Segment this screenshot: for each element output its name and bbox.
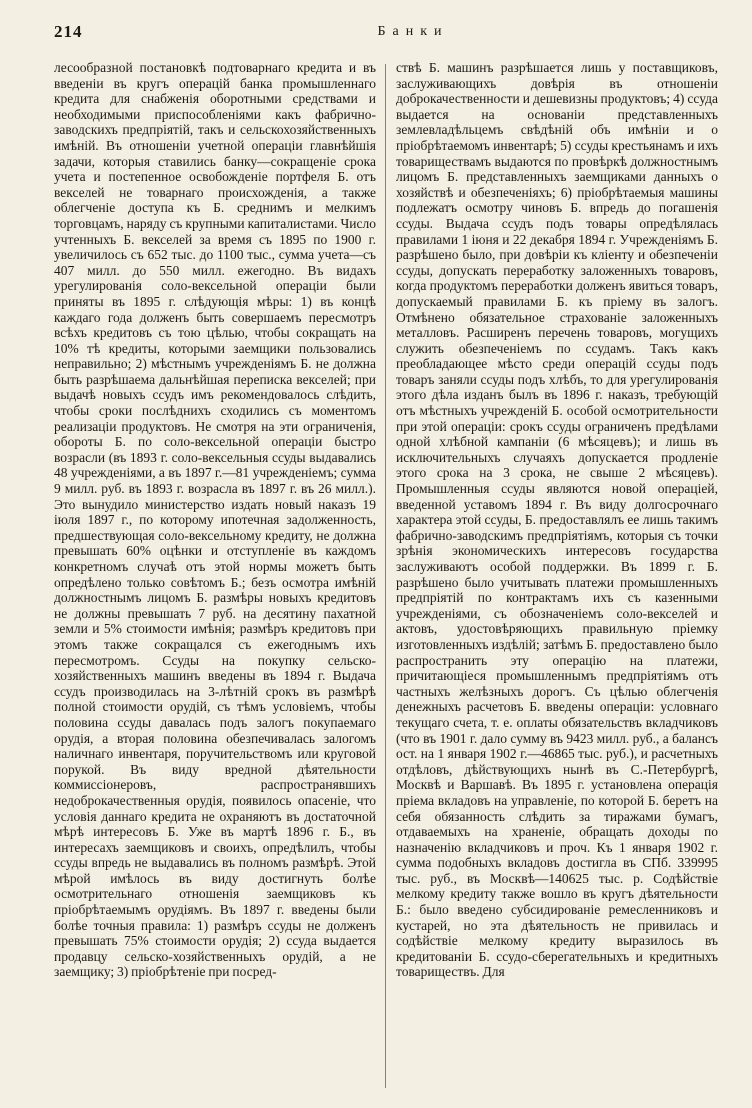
text-columns: [54, 60, 718, 1096]
running-title: Банки: [377, 24, 449, 39]
page-number: 214: [54, 22, 83, 41]
left-column-text: лесообразной постановкѣ подтоварнаго кредита и въ введеніи въ кругъ операцій банка промышленнаго кредита для снабженія оборотными средствами и необходимыми приспособленіями какъ фабрично-заводскихъ предпріятій, такъ и сельскохозяйственныхъ имѣній. Въ отношеніи учетной операціи главнѣйшія задачи, которыя ставились банку—сокращеніе срока учета и постепенное освобожденіе портфеля Б. отъ векселей не товарнаго происхожденія, а также облегченіе доступа къ Б. среднимъ и мелкимъ торговцамъ, наряду съ крупными капиталистами. Число учтенныхъ Б. векселей за время съ 1895 по 1900 г. увеличилось съ 652 тыс. до 1100 тыс., сумма учета—съ 407 милл. до 550 милл. ежегодно. Въ видахъ урегулированія соло-вексельной операціи были приняты въ 1895 г. слѣдующія мѣры: 1) въ концѣ каждаго года долженъ быть совершаемъ пересмотръ всѣхъ кредитовъ съ тою цѣлью, чтобы сокращать на 10% тѣ кредиты, которыми заемщики пользовались неправильно; 2) мѣстнымъ учрежденіямъ Б. не должна быть разрѣшаема дальнѣйшая переписка векселей; при выдачѣ новыхъ ссудъ имъ рекомендовалось слѣдить, чтобы сроки послѣднихъ сходились съ моментомъ реализаціи продуктовъ. Не смотря на эти ограниченія, обороты Б. по соло-вексельной операціи быстро возрасли (въ 1893 г. соло-вексельныя ссуды выдавались 48 учрежденіями, а въ 1897 г.—81 учрежденіемъ; сумма 9 милл. руб. въ 1893 г. возрасла въ 1897 г. въ 26 милл.). Это вынудило министерство издать новый наказъ 19 іюля 1897 г., по которому ипотечная задолженность, предшествующая соло-вексельному кредиту, не должна превышать 60% оцѣнки и отступленіе въ каждомъ конкретномъ случаѣ отъ этой нормы можетъ быть опредѣлено только совѣтомъ Б.; безъ осмотра имѣній должностнымъ лицомъ Б. размѣры новыхъ кредитовъ не должны превышать 7 руб. на десятину пахатной земли и 5% стоимости имѣнія; размѣръ кредитовъ при этомъ также сокращался съ ежегоднымъ ихъ пересмотромъ. Ссуды на покупку сельско-хозяйственныхъ машинъ введены въ 1894 г. Выдача ссудъ производилась на 3-лѣтній срокъ въ размѣрѣ полной стоимости орудій, съ тѣмъ условіемъ, чтобы половина ссуды давалась подъ залогъ покупаемаго орудія, а вторая половина обезпечивалась залогомъ наличнаго инвентаря, поручительствомъ или круговой порукой. Въ виду вредной дѣятельности коммиссіонеровъ, распространявшихъ недоброкачественныя орудія, появилось опасеніе, что условія даннаго кредита не охраняютъ въ достаточной мѣрѣ интересовъ Б. Уже въ мартѣ 1896 г. Б., въ интересахъ заемщиковъ и своихъ, опредѣлилъ, чтобы ссуды впредь не выдавались въ полномъ размѣрѣ. Этой мѣрой имѣлось въ виду достигнуть болѣе осмотрительнаго отношенія заемщиковъ къ пріобрѣтаемымъ орудіямъ. Въ 1897 г. введены были болѣе точныя правила: 1) размѣръ ссуды не долженъ превышать 75% стоимости орудія; 2) ссуда выдается продавцу сельско-хозяйственныхъ орудій, а не заемщику; 3) пріобрѣтеніе при посред-: [54, 60, 376, 980]
left-column: [54, 60, 376, 1096]
page-header: [54, 22, 712, 46]
right-column: [396, 60, 718, 1096]
right-column-text: ствѣ Б. машинъ разрѣшается лишь у поставщиковъ, заслуживающихъ довѣрія въ отношеніи доброкачественности и дешевизны продуктовъ; 4) ссуда выдается на основаніи представленныхъ землевладѣльцемъ свѣдѣній объ имѣніи и о пріобрѣтаемомъ инвентарѣ; 5) ссуды крестьянамъ и ихъ товариществамъ выдаются по провѣркѣ должностнымъ лицомъ Б. представленныхъ заемщиками данныхъ о хозяйствѣ и обезпеченіяхъ; 6) пріобрѣтаемыя машины подлежатъ осмотру чиновъ Б. впредь до погашенія ссуды. Выдача ссудъ подъ товары опредѣлялась правилами 1 іюня и 22 декабря 1894 г. Учрежденіямъ Б. разрѣшено было, при довѣріи къ кліенту и обезпеченіи ссуды, допускать переработку заложенныхъ товаровъ, когда продуктомъ переработки долженъ явиться товаръ, допускаемый правилами Б. къ пріему въ залогъ. Отмѣнено обязательное страхованіе заложенныхъ металловъ. Расширенъ перечень товаровъ, могущихъ служить обезпеченіемъ по ссудамъ. Такъ какъ преобладающее мѣсто среди операцій ссуды подъ товаръ заняли ссуды подъ хлѣбъ, то для урегулированія этого дѣла изданъ былъ въ 1896 г. наказъ, требующій отъ мѣстныхъ учрежденій Б. особой осмотрительности при этой операціи: срокъ ссуды ограниченъ предѣлами одной хлѣбной кампаніи (6 мѣсяцевъ); и лишь въ исключительныхъ случаяхъ допускается продленіе этого срока на 3 срока, не свыше 2 мѣсяцевъ). Промышленныя ссуды являются новой операціей, введенной уставомъ 1894 г. Въ виду долгосрочнаго характера этой ссуды, Б. предоставлялъ ее лишь такимъ фабрично-заводскимъ предпріятіямъ, которыя съ точки зрѣнія экономическихъ интересовъ государства заслуживаютъ особой поддержки. Въ 1899 г. Б. разрѣшено было учитывать платежи промышленныхъ предпріятій по контрактамъ ихъ съ казенными учрежденіями, съ обозначеніемъ соло-векселей и актовъ, удостовѣряющихъ правильную пріемку изготовленныхъ издѣлій; затѣмъ Б. предоставлено было распространить эту операцію на платежи, причитающіеся промышленнымъ предпріятіямъ отъ частныхъ желѣзныхъ дорогъ. Съ цѣлью облегченія денежныхъ расчетовъ Б. введены операціи: условнаго текущаго счета, т. е. оплаты обязательствъ вкладчиковъ (что въ 1901 г. дало сумму въ 9423 милл. руб., а балансъ ост. на 1 января 1902 г.—46865 тыс. руб.), и расчетныхъ отдѣловъ, дѣйствующихъ нынѣ въ С.-Петербургѣ, Москвѣ и Варшавѣ. Въ 1895 г. установлена операція пріема вкладовъ на управленіе, по которой Б. беретъ на себя обязанность слѣдить за тиражами бумагъ, отдаваемыхъ на храненіе, обращать доходы по назначенію вкладчиковъ и проч. Къ 1 января 1902 г. сумма подобныхъ вкладовъ достигла въ СПб. 339995 тыс. руб., въ Москвѣ—140625 тыс. р. Содѣйствіе мелкому кредиту также вошло въ кругъ дѣятельности Б.: было введено субсидированіе ремесленниковъ и кустарей, но эта дѣятельность не привилась и содѣйствіе мелкому кредиту выразилось въ кредитованіи Б. ссудо-сберегательныхъ и кредитныхъ товариществъ. Для: [396, 60, 718, 980]
column-divider: [385, 64, 386, 1088]
